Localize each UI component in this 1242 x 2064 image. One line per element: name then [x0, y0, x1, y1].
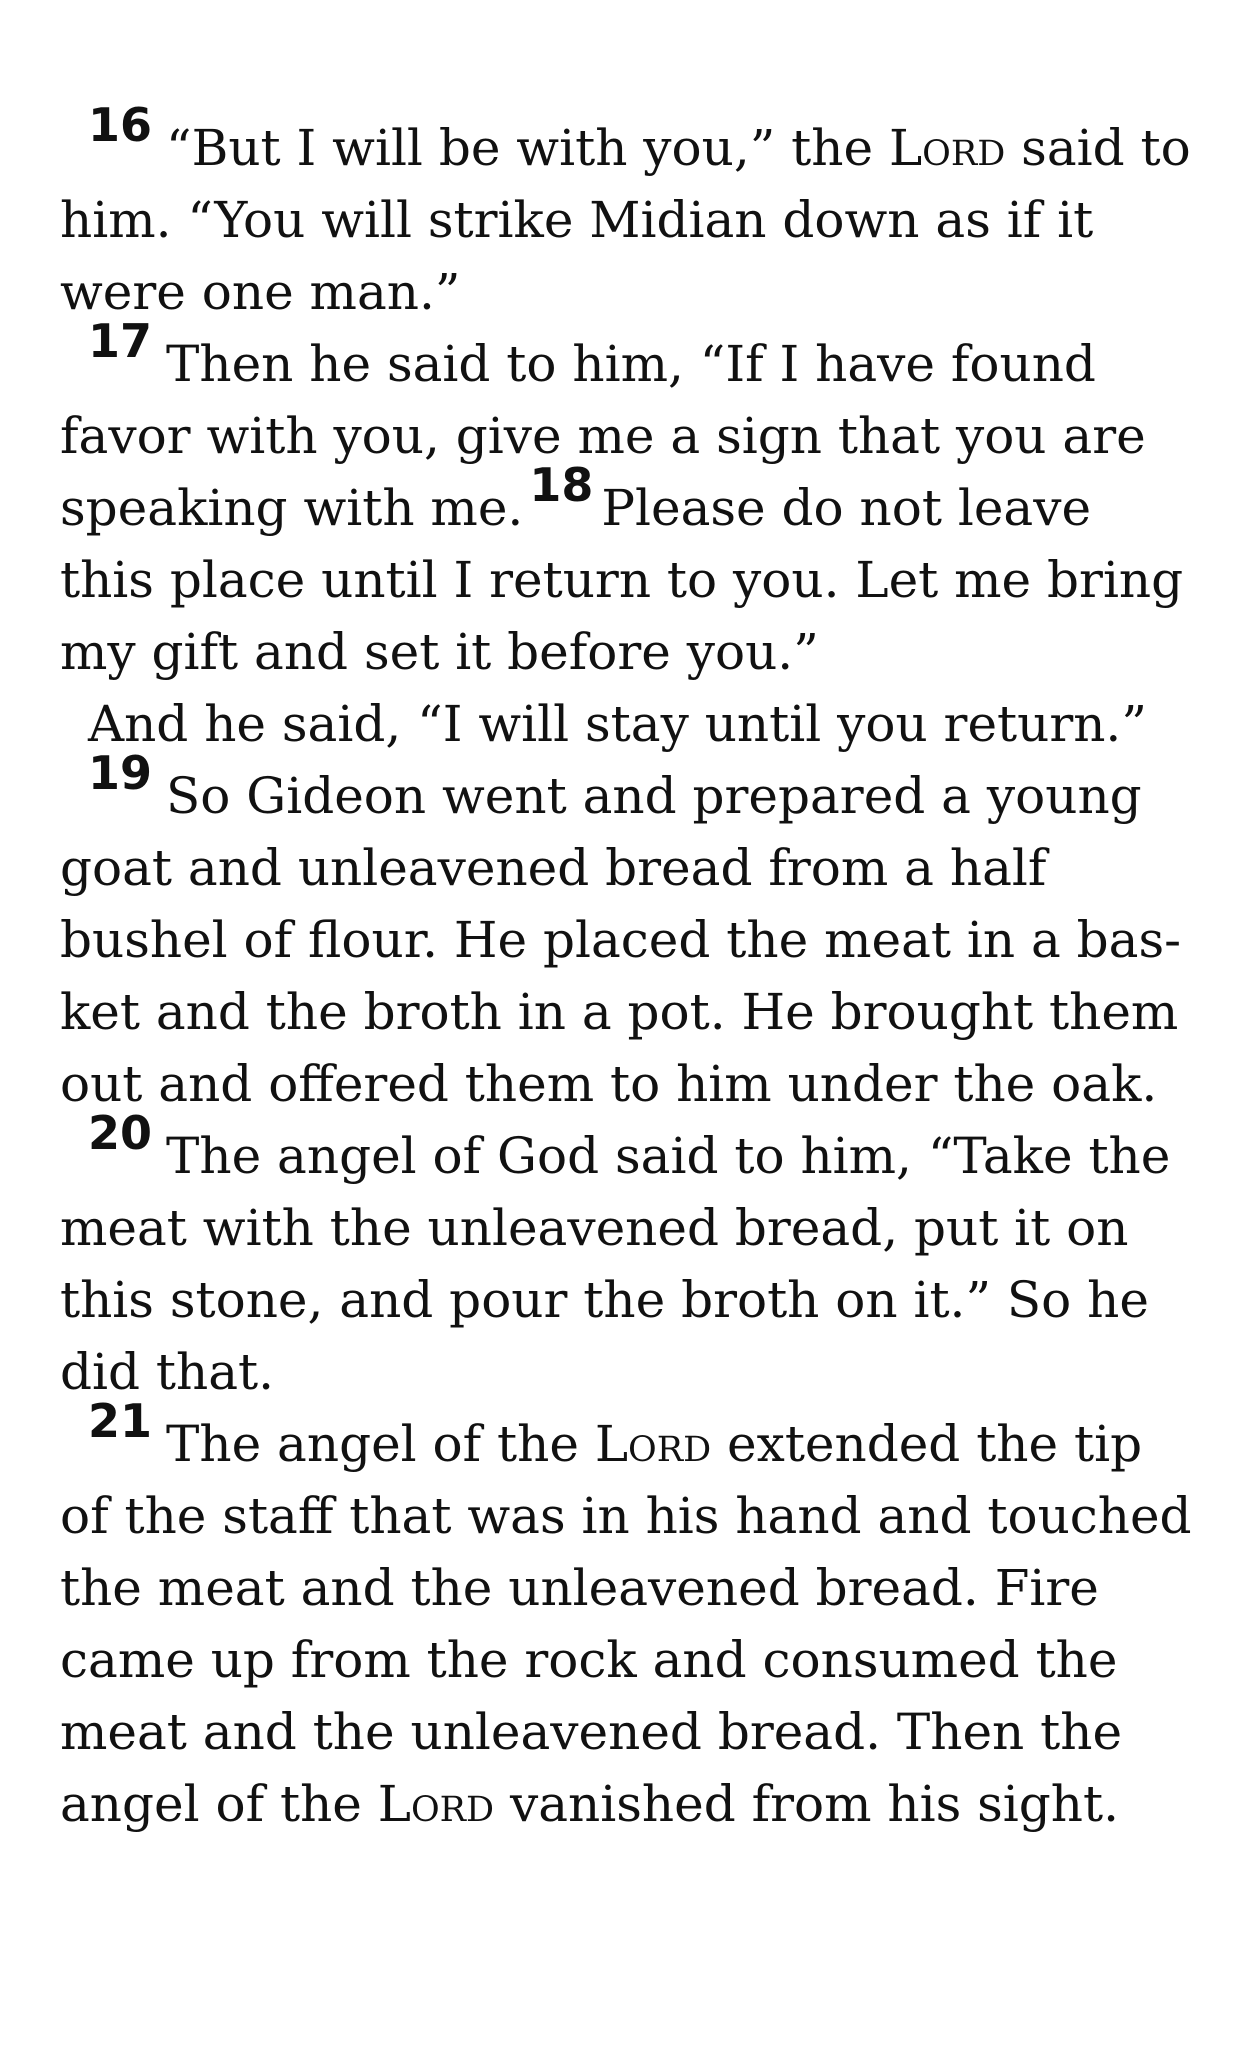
verse-19 — [60, 746, 1200, 1120]
verse-number[interactable]: 19 — [88, 746, 153, 800]
verse-20 — [60, 1106, 1200, 1408]
reader-text — [60, 98, 1200, 1840]
verse-number[interactable]: 16 — [88, 98, 153, 152]
verse-17-18 — [60, 314, 1200, 688]
verse-text: The angel of the — [166, 1415, 595, 1473]
divine-name: Lord — [888, 119, 1006, 177]
verse-text: “But I will be with you,” the — [166, 119, 889, 177]
divine-name: Lord — [377, 1775, 495, 1833]
verse-number[interactable]: 17 — [88, 314, 153, 368]
verse-text: said to him. “You will strike Midian down as if it were one man.” — [60, 119, 1191, 321]
verse-text: So Gideon went and prepared a young goat and unleavened bread from a half bushel of flour. He placed the meat in a basket and the broth in a pot. He brought them out and offered them to him under the oak. — [60, 767, 1182, 1113]
verse-text: Then he said to him, “If I have found favor with you, give me a sign that you are speaking with me. — [60, 335, 1146, 537]
verse-18-continued — [60, 688, 1200, 760]
verse-text: vanished from his sight. — [494, 1775, 1119, 1833]
verse-text: Please do not leave this place until I return to you. Let me bring my gift and set it before you.” — [60, 479, 1184, 681]
verse-number[interactable]: 18 — [529, 458, 594, 512]
divine-name: Lord — [594, 1415, 712, 1473]
verse-number[interactable]: 21 — [88, 1394, 153, 1448]
verse-16 — [60, 98, 1200, 328]
verse-text: The angel of God said to him, “Take the meat with the unleavened bread, put it on this stone, and pour the broth on it.” So he did that. — [60, 1127, 1171, 1401]
verse-text: And he said, “I will stay until you return.” — [88, 695, 1147, 753]
verse-text: extended the tip of the staff that was in his hand and touched the meat and the unleavened bread. Fire came up from the rock and consumed the meat and the unleavened bread. Then the angel of the — [60, 1415, 1192, 1833]
verse-number[interactable]: 20 — [88, 1106, 153, 1160]
verse-21 — [60, 1394, 1200, 1840]
